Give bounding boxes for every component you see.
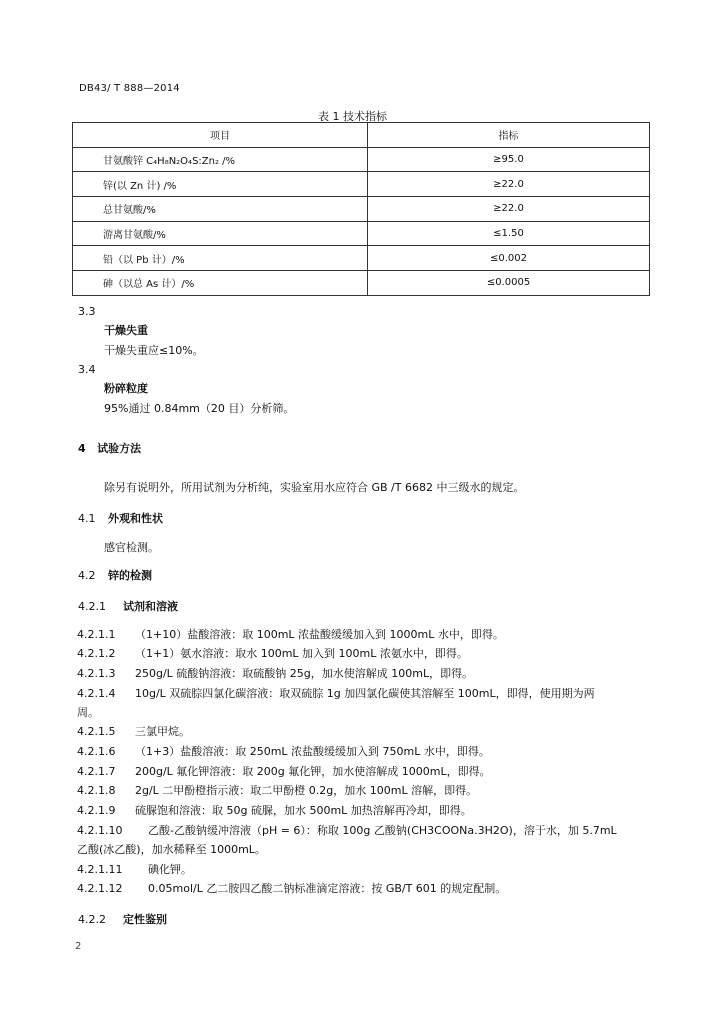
list-item (77, 822, 617, 838)
item-number: 4.2.1.11 (77, 863, 123, 876)
item-text: 乙酸-乙酸钠缓冲溶液（pH = 6）：称取 100g 乙酸钠(CH3COONa.3H2O)，溶于水，加 5.7mL (148, 824, 617, 837)
section-heading-4 (78, 440, 141, 456)
list-item (77, 782, 477, 798)
section-title: 外观和性状 (108, 512, 163, 525)
item-number: 4.2.1.6 (77, 745, 116, 758)
list-item (77, 645, 468, 661)
item-text: 0.05mol/L 乙二胺四乙酸二钠标准滴定溶液：按 GB/T 601 的规定配制。 (148, 882, 507, 895)
section-number-3-4: 3.4 (78, 363, 96, 376)
section-text-3-3: 干燥失重应≤10%。 (104, 344, 204, 357)
table-row (73, 221, 650, 246)
section-title: 锌的检测 (108, 569, 152, 582)
item-number: 4.2.1.8 (77, 784, 116, 797)
list-item (77, 723, 190, 739)
item-number: 4.2.1.3 (77, 667, 116, 680)
list-item (77, 626, 504, 642)
section-number: 4 (78, 442, 86, 455)
section-heading-4-2 (78, 567, 152, 583)
section-heading-4-2-1 (78, 598, 178, 614)
item-number: 4.2.1.9 (77, 804, 116, 817)
row-indicator-value: ≥22.0 (368, 172, 650, 197)
list-item (77, 685, 595, 701)
section-title-3-4: 粉碎粒度 (104, 382, 148, 395)
list-item (77, 802, 472, 818)
item-text: 三氯甲烷。 (135, 725, 190, 738)
item-number: 4.2.1.12 (77, 882, 123, 895)
item-number: 4.2.1.2 (77, 647, 116, 660)
item-text: 硫脲饱和溶液：取 50g 硫脲，加水 500mL 加热溶解再冷却，即得。 (135, 804, 472, 817)
list-item (77, 763, 491, 779)
section-text-3-4: 95%通过 0.84mm（20 目）分析筛。 (104, 402, 295, 415)
document-code: DB43/ T 888—2014 (79, 83, 180, 94)
table-caption: 表 1 技术指标 (318, 110, 387, 123)
section-number: 4.1 (78, 512, 96, 525)
row-indicator-value: ≥22.0 (368, 197, 650, 222)
section-title: 定性鉴别 (123, 913, 167, 926)
row-item-name: 砷（以总 As 计）/% (73, 271, 368, 296)
list-item (77, 743, 490, 759)
row-indicator-value: ≤0.0005 (368, 271, 650, 296)
section-number-3-3: 3.3 (78, 305, 96, 318)
table-header-row (73, 123, 650, 148)
list-item (77, 665, 473, 681)
row-item-name: 锌(以 Zn 计) /% (73, 172, 368, 197)
section-number: 4.2 (78, 569, 96, 582)
row-item-name: 甘氨酸锌 C₄H₈N₂O₄S:Zn₂ /% (73, 147, 368, 172)
item-number: 4.2.1.1 (77, 628, 116, 641)
row-item-name: 游离甘氨酸/% (73, 221, 368, 246)
section-text-4-1: 感官检测。 (104, 541, 159, 554)
item-text: 10g/L 双硫腙四氯化碳溶液：取双硫腙 1g 加四氯化碳使其溶解至 100mL，即得，使用期为两 (135, 687, 595, 700)
table-row (73, 172, 650, 197)
table-row (73, 147, 650, 172)
item-number: 4.2.1.5 (77, 725, 116, 738)
section-number: 4.2.2 (78, 913, 106, 926)
item-text: 200g/L 氟化钾溶液：取 200g 氟化钾，加水使溶解成 1000mL，即得。 (135, 765, 491, 778)
list-item-continuation: 周。 (77, 706, 99, 719)
list-item (77, 861, 192, 877)
item-text: 碘化钾。 (148, 863, 192, 876)
row-indicator-value: ≤0.002 (368, 246, 650, 271)
section-title: 试验方法 (97, 442, 142, 455)
section-heading-4-2-2 (78, 911, 167, 927)
list-item (77, 880, 506, 896)
section-heading-4-1 (78, 510, 163, 526)
row-indicator-value: ≥95.0 (368, 147, 650, 172)
item-number: 4.2.1.7 (77, 765, 116, 778)
row-item-name: 总甘氨酸/% (73, 197, 368, 222)
item-text: （1+10）盐酸溶液：取 100mL 浓盐酸缓缓加入到 1000mL 水中，即得。 (135, 628, 504, 641)
row-item-name: 铅（以 Pb 计）/% (73, 246, 368, 271)
item-text: 2g/L 二甲酚橙指示液：取二甲酚橙 0.2g，加水 100mL 溶解，即得。 (135, 784, 478, 797)
column-header-indicator: 指标 (368, 123, 650, 148)
page-number: 2 (75, 941, 82, 952)
table-row (73, 197, 650, 222)
item-number: 4.2.1.10 (77, 824, 123, 837)
item-text: 250g/L 硫酸钠溶液：取硫酸钠 25g，加水使溶解成 100mL，即得。 (135, 667, 474, 680)
section-title: 试剂和溶液 (123, 600, 178, 613)
section-title-3-3: 干燥失重 (104, 324, 148, 337)
table-row (73, 271, 650, 296)
table-row (73, 246, 650, 271)
row-indicator-value: ≤1.50 (368, 221, 650, 246)
item-number: 4.2.1.4 (77, 687, 116, 700)
section-number: 4.2.1 (78, 600, 106, 613)
item-text: （1+3）盐酸溶液：取 250mL 浓盐酸缓缓加入到 750mL 水中，即得。 (135, 745, 490, 758)
list-item-continuation: 乙酸(冰乙酸)，加水稀释至 1000mL。 (77, 843, 266, 856)
section-text-4: 除另有说明外，所用试剂为分析纯，实验室用水应符合 GB /T 6682 中三级水的规定。 (104, 481, 525, 494)
item-text: （1+1）氨水溶液：取水 100mL 加入到 100mL 浓氨水中，即得。 (135, 647, 468, 660)
technical-indicators-table (72, 122, 650, 296)
column-header-item: 项目 (73, 123, 368, 148)
